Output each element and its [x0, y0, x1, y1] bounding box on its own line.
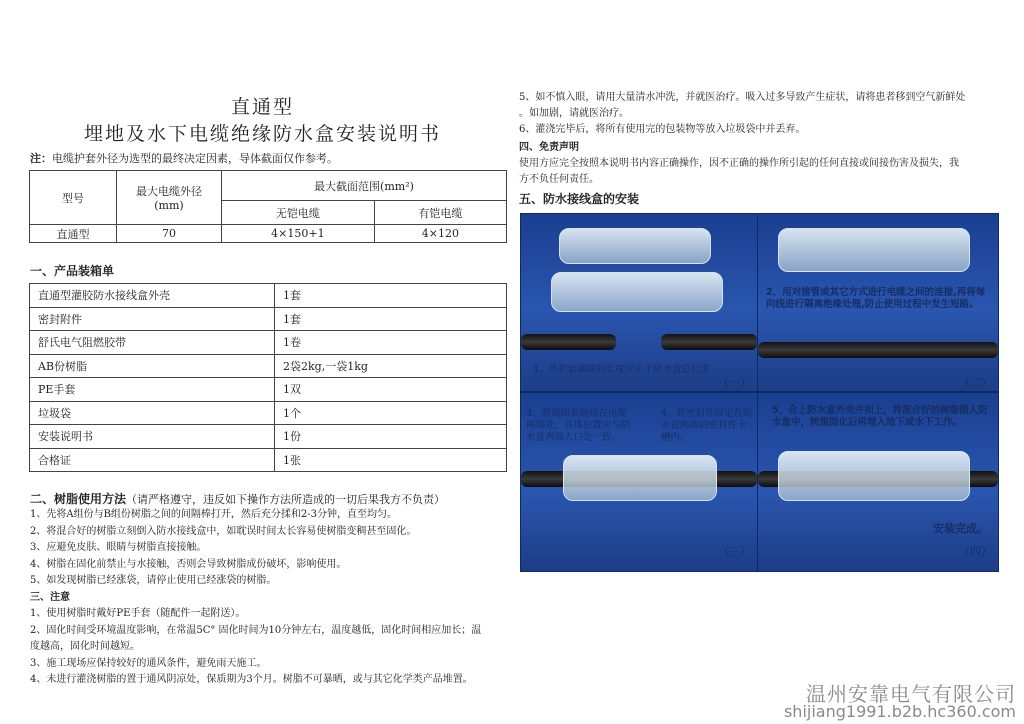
shell-half [551, 272, 723, 312]
spec-row-model: 直通型 [30, 225, 117, 243]
pack-item: 密封附件 [30, 307, 275, 331]
right-text [519, 90, 999, 188]
photo-caption: 4、将密封件固定在防水盒两端的密封件卡槽内。 [661, 408, 753, 443]
photo-caption: 2、用对接管或其它方式进行电缆之间的连接,再将每向线进行隔离绝缘处理,防止使用过程中发生短路。 [766, 287, 986, 310]
table-row [30, 448, 507, 472]
table-row [30, 331, 507, 355]
watermark-company: 温州安靠电气有限公司 [806, 682, 1016, 706]
spec-col-od: 最大电缆外径(mm) [117, 171, 222, 225]
photo-number: （三） [718, 545, 751, 558]
install-photo-2 [757, 213, 999, 392]
section2-sub: （请严格遵守，违反如下操作方法所造成的一切后果我方不负责） [126, 493, 446, 506]
pack-item: 垃圾袋 [30, 401, 275, 425]
pack-qty: 2袋2kg,一袋1kg [275, 354, 507, 378]
spec-col-unarmored: 无铠电缆 [222, 201, 375, 225]
list-item: 3、应避免皮肤、眼睛与树脂直接接触。 [30, 542, 207, 553]
pack-qty: 1双 [275, 378, 507, 402]
pack-qty: 1个 [275, 401, 507, 425]
list-item: 4、树脂在固化前禁止与水接触，否则会导致树脂成份破坏，影响使用。 [30, 558, 347, 570]
section5-title: 五、防水接线盒的安装 [519, 192, 640, 206]
spec-col-section: 最大截面范围(mm²) [222, 171, 507, 201]
install-photo-3 [520, 392, 758, 572]
list-item: 3、施工现场应保持较好的通风条件，避免雨天施工。 [30, 657, 267, 669]
photo-number: （二） [959, 376, 992, 389]
pack-item: 安装说明书 [30, 425, 275, 449]
title-line2: 埋地及水下电缆绝缘防水盒安装说明书 [83, 123, 441, 145]
done-caption: 安装完成。 [933, 522, 988, 535]
shell-half [778, 451, 970, 501]
photo-caption: 5、合上防水盒外壳并扣上，将混合好的树脂倒入防水盒中，树脂固化后再埋入地下或水下工作。 [772, 405, 988, 428]
list-item: 4、未进行灌浇树脂的置于通风阴凉处，保质期为3个月。树脂不可暴晒，或与其它化学类产品堆置。 [30, 674, 473, 685]
resin-steps [30, 507, 510, 689]
packing-table [29, 283, 507, 472]
pack-item: PE手套 [30, 378, 275, 402]
pack-item: 直通型灌胶防水接线盒外壳 [30, 284, 275, 308]
pack-item: AB份树脂 [30, 354, 275, 378]
note-text: 电缆护套外径为选型的最终决定因素，导体截面仅作参考。 [52, 152, 338, 165]
list-item: 1、使用树脂时戴好PE手套（随配件一起附送）。 [30, 608, 246, 619]
list-item: 2、将混合好的树脂立刻倒入防水接线盒中，如耽误时间太长容易使树脂变稠甚至固化。 [30, 525, 417, 537]
list-item: 使用方应完全按照本说明书内容正确操作，因不正确的操作所引起的任何直接或间接伤害及损失，我 [519, 158, 959, 169]
spec-col-armored: 有铠电缆 [374, 201, 506, 225]
section4-title: 四、免责声明 [519, 142, 579, 153]
section1-title: 一、产品装箱单 [30, 264, 115, 278]
list-item: 1、先将A组份与B组份树脂之间的间隔棒打开，然后充分揉和2-3分钟，直至均匀。 [30, 509, 398, 520]
note [30, 150, 338, 166]
spec-row-armored: 4×120 [374, 225, 506, 243]
pack-qty: 1套 [275, 284, 507, 308]
table-row [30, 425, 507, 449]
shell-half [563, 455, 717, 501]
pack-item: 舒氏电气阻燃胶带 [30, 331, 275, 355]
table-row [30, 284, 507, 308]
pack-qty: 1张 [275, 448, 507, 472]
pack-qty: 1卷 [275, 331, 507, 355]
shell-half [778, 228, 970, 272]
photo-number: （四） [959, 545, 992, 558]
pack-qty: 1套 [275, 307, 507, 331]
list-item: 方不负任何责任。 [519, 174, 599, 185]
list-item: 5、如不慎入眼，请用大量清水冲洗，并就医治疗。吸入过多导致产生症状，请将患者移到空气新鲜处 [519, 92, 966, 103]
watermark-url: shijiang1991.b2b.hc360.com [783, 702, 1016, 721]
table-row [30, 354, 507, 378]
install-photo-1 [520, 213, 758, 392]
pack-item: 合格证 [30, 448, 275, 472]
cable [661, 334, 757, 350]
table-row [30, 378, 507, 402]
install-photo-4 [757, 392, 999, 572]
spec-table [29, 170, 507, 243]
cable [758, 342, 998, 358]
list-item: 5、如发现树脂已经涨袋，请停止使用已经涨袋的树脂。 [30, 575, 277, 586]
title-line1: 直通型 [230, 96, 294, 118]
spec-col-model: 型号 [30, 171, 117, 225]
spec-row-unarmored: 4×150+1 [222, 225, 375, 243]
list-item: 。如加剧，请就医治疗。 [519, 108, 629, 119]
shell-half [559, 228, 711, 264]
section3-title: 三、注意 [30, 591, 70, 603]
cable [521, 334, 616, 350]
note-prefix: 注： [30, 152, 52, 165]
section2-title: 二、树脂使用方法 [30, 492, 127, 506]
pack-qty: 1份 [275, 425, 507, 449]
list-item: 6、灌浇完毕后，将所有使用完的包装物等放入垃圾袋中并丢弃。 [519, 124, 806, 135]
table-row [30, 307, 507, 331]
photo-caption: 3、将海绵条缠绕在电缆两端处，具体位置应与防水盒两端入口处一致。 [526, 408, 631, 443]
section2-heading [30, 490, 445, 507]
photo-number: （一） [718, 376, 751, 389]
spec-row-od: 70 [117, 225, 222, 243]
list-item: 度越高，固化时间越短。 [30, 641, 140, 652]
list-item: 2、固化时间受环境温度影响，在常温5C° 固化时间为10分钟左右，温度越低，固化时间相应加长；温 [30, 624, 482, 636]
table-row [30, 401, 507, 425]
photo-caption: 1、外护套剥除的长度应小于防水盒总长度 [533, 364, 711, 375]
